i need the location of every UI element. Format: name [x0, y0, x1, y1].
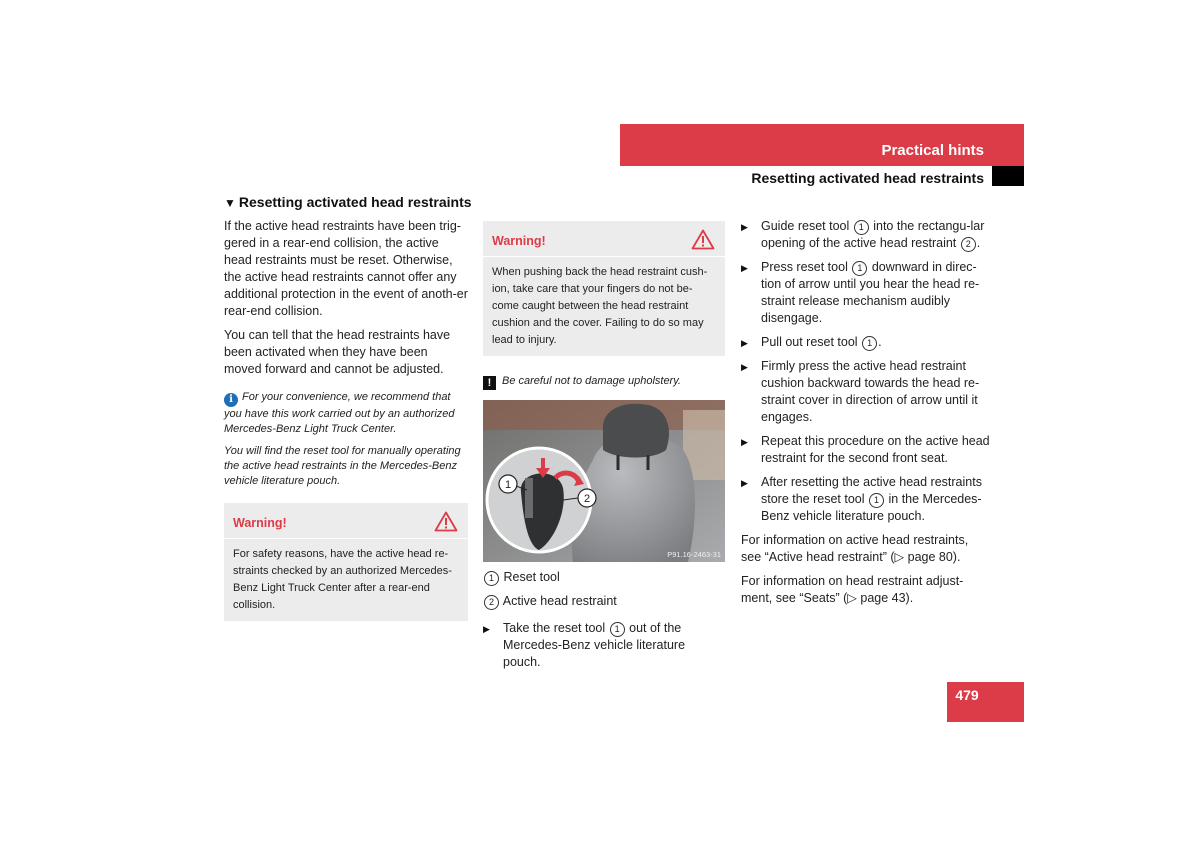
bullet-arrow-icon: ▶ [483, 624, 490, 634]
step-text: out of the Mercedes-Benz vehicle literature pouch. [503, 621, 686, 669]
step-store-tool [741, 474, 991, 525]
reference-active-head-restraint: For information on active head restraints, see “Active head restraint” (▷ page 80). [741, 533, 969, 564]
bullet-arrow-icon: ▶ [741, 362, 748, 372]
head-restraint-illustration [483, 400, 725, 562]
step-text: . [976, 236, 981, 250]
step-pull-out [741, 334, 991, 351]
info-note [224, 390, 468, 437]
step-text: Pull out reset tool [761, 335, 858, 349]
thumb-tab [992, 166, 1024, 186]
step-text: in the Mercedes-Benz vehicle literature pouch. [761, 492, 982, 523]
warning-box [224, 503, 468, 621]
page-number: 479 [955, 687, 979, 703]
bullet-arrow-icon: ▶ [741, 478, 748, 488]
step-text: After resetting the active head restraints store the reset tool [761, 475, 982, 506]
page-heading [224, 194, 472, 210]
bullet-arrow-icon: ▶ [741, 437, 748, 447]
info-note-text: For your convenience, we recommend that you have this work carried out by an authorized Mercedes-Benz Light Truck Center. [224, 391, 455, 435]
warning-text: When pushing back the head restraint cush-ion, take care that your fingers do not be-come caught between the head restraint cushion and the cover. Failing to do so may lead to injury. [492, 266, 708, 346]
warning-box [483, 221, 725, 356]
photo-code: P91.16-2463-31 [667, 550, 721, 559]
step-text: Guide reset tool [761, 219, 850, 233]
step-guide-tool [741, 218, 991, 252]
warning-title: Warning! [492, 234, 546, 248]
step-text: downward in direc-tion of arrow until you hear the head re-straint release mechanism audibly disengage. [761, 260, 980, 325]
info-icon: i [224, 393, 238, 407]
head-restraint-photo [483, 400, 725, 562]
intro-paragraph: If the active head restraints have been trig-gered in a rear-end collision, the active head restraints must be reset. Otherwise, the active head restraints cannot offer any additional protection in the event of anoth-er rear-end collision. [224, 219, 468, 318]
bullet-arrow-icon: ▶ [741, 222, 748, 232]
warning-header [483, 221, 725, 257]
column-left [224, 218, 468, 631]
callout-1: 1 [504, 479, 512, 491]
step-text: into the rectangu-lar opening of the active head restraint [761, 219, 985, 250]
number-1-icon: 1 [852, 261, 867, 276]
number-1-icon: 1 [854, 220, 869, 235]
step-text: Repeat this procedure on the active head restraint for the second front seat. [761, 434, 990, 465]
reference-seats: For information on head restraint adjust-ment, see “Seats” (▷ page 43). [741, 574, 964, 605]
step-text: Firmly press the active head restraint cushion backward towards the head re-straint cover in direction of arrow until it engages. [761, 359, 980, 424]
number-1-icon: 1 [610, 622, 625, 637]
number-2-icon: 2 [961, 237, 976, 252]
number-1-icon: 1 [869, 493, 884, 508]
page-heading-text: Resetting activated head restraints [238, 194, 472, 210]
subsection-row [620, 166, 1024, 186]
legend-head-restraint: Active head restraint [502, 594, 617, 608]
caution-text: Be careful not to damage upholstery. [502, 375, 681, 387]
callout-2: 2 [583, 493, 591, 505]
page-number-tab [947, 682, 1024, 722]
exclamation-icon: ! [483, 376, 496, 390]
section-header-bar [620, 124, 1024, 166]
bullet-arrow-icon: ▶ [741, 263, 748, 273]
reset-tool-note: You will find the reset tool for manually operating the active head restraints in the Mercedes-Benz vehicle literature pouch. [224, 445, 461, 487]
column-right [741, 218, 991, 614]
number-1-icon: 1 [484, 571, 499, 586]
activated-paragraph: You can tell that the head restraints have been activated when they have been moved forward and cannot be adjusted. [224, 328, 451, 376]
subsection-title: Resetting activated head restraints [751, 170, 984, 186]
warning-header [224, 503, 468, 539]
legend-reset-tool: Reset tool [503, 570, 560, 584]
number-1-icon: 1 [862, 336, 877, 351]
warning-triangle-icon [691, 229, 715, 250]
warning-title: Warning! [233, 516, 287, 530]
step-take-tool [483, 620, 725, 671]
step-text: . [878, 335, 882, 349]
step-text: Press reset tool [761, 260, 848, 274]
step-text: Take the reset tool [503, 621, 606, 635]
number-2-icon: 2 [484, 595, 499, 610]
legend-item [483, 593, 725, 610]
warning-triangle-icon [434, 511, 458, 532]
column-middle [483, 221, 725, 678]
step-press-tool [741, 259, 991, 327]
bullet-arrow-icon: ▶ [741, 338, 748, 348]
triangle-down-icon: ▼ [224, 196, 236, 210]
legend-item [483, 569, 725, 586]
step-press-cushion [741, 358, 991, 426]
section-title: Practical hints [881, 142, 984, 159]
caution-note [483, 374, 725, 390]
step-repeat [741, 433, 991, 467]
warning-text: For safety reasons, have the active head re-straints checked by an authorized Mercedes-Benz Light Truck Center after a rear-end collision. [233, 548, 452, 611]
